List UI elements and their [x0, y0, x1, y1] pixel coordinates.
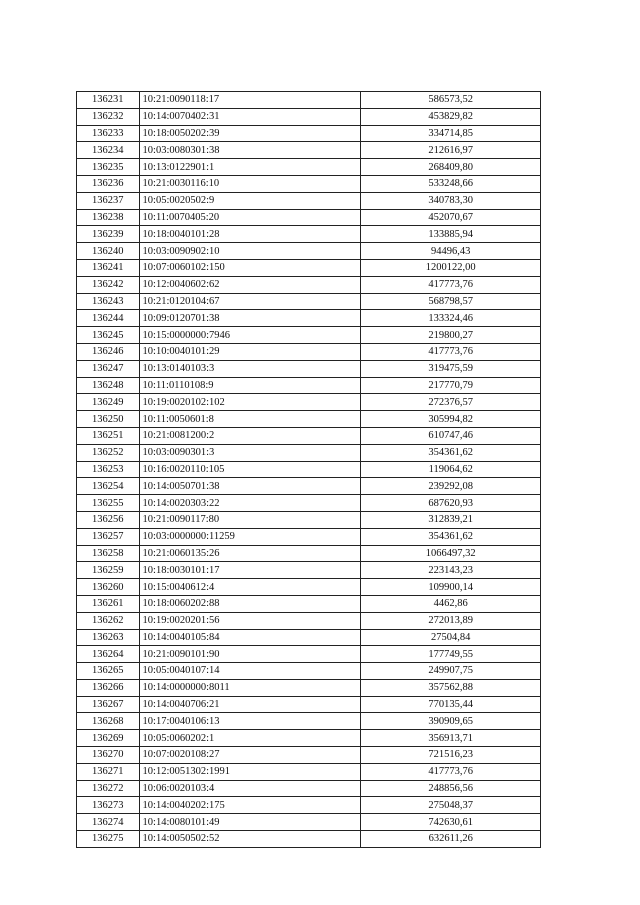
cadastral-code-cell: 10:21:0060135:26 [139, 545, 361, 562]
row-id-cell: 136243 [77, 293, 140, 310]
amount-cell: 4462,86 [361, 595, 541, 612]
cadastral-code-cell: 10:06:0020103:4 [139, 780, 361, 797]
amount-cell: 586573,52 [361, 92, 541, 109]
cadastral-code-cell: 10:18:0060202:88 [139, 595, 361, 612]
row-id-cell: 136258 [77, 545, 140, 562]
row-id-cell: 136264 [77, 646, 140, 663]
cadastral-code-cell: 10:03:0090902:10 [139, 243, 361, 260]
table-row [77, 411, 541, 428]
amount-cell: 354361,62 [361, 444, 541, 461]
row-id-cell: 136262 [77, 612, 140, 629]
table-row [77, 192, 541, 209]
amount-cell: 568798,57 [361, 293, 541, 310]
cadastral-code-cell: 10:05:0040107:14 [139, 663, 361, 680]
cadastral-code-cell: 10:21:0090101:90 [139, 646, 361, 663]
cadastral-code-cell: 10:03:0000000:11259 [139, 528, 361, 545]
row-id-cell: 136256 [77, 511, 140, 528]
amount-cell: 632611,26 [361, 831, 541, 848]
row-id-cell: 136255 [77, 495, 140, 512]
table-row [77, 293, 541, 310]
amount-cell: 268409,80 [361, 159, 541, 176]
row-id-cell: 136248 [77, 377, 140, 394]
data-table [76, 91, 541, 848]
cadastral-code-cell: 10:14:0040202:175 [139, 797, 361, 814]
row-id-cell: 136275 [77, 831, 140, 848]
row-id-cell: 136259 [77, 562, 140, 579]
cadastral-code-cell: 10:21:0081200:2 [139, 427, 361, 444]
table-row [77, 243, 541, 260]
cadastral-code-cell: 10:18:0050202:39 [139, 125, 361, 142]
row-id-cell: 136235 [77, 159, 140, 176]
amount-cell: 417773,76 [361, 763, 541, 780]
cadastral-code-cell: 10:21:0090118:17 [139, 92, 361, 109]
amount-cell: 334714,85 [361, 125, 541, 142]
table-row [77, 814, 541, 831]
amount-cell: 390909,65 [361, 713, 541, 730]
row-id-cell: 136247 [77, 360, 140, 377]
amount-cell: 319475,59 [361, 360, 541, 377]
amount-cell: 109900,14 [361, 579, 541, 596]
amount-cell: 354361,62 [361, 528, 541, 545]
table-row [77, 696, 541, 713]
cadastral-code-cell: 10:14:0050701:38 [139, 478, 361, 495]
cadastral-code-cell: 10:09:0120701:38 [139, 310, 361, 327]
cadastral-code-cell: 10:18:0030101:17 [139, 562, 361, 579]
table-row [77, 679, 541, 696]
amount-cell: 610747,46 [361, 427, 541, 444]
row-id-cell: 136232 [77, 108, 140, 125]
row-id-cell: 136261 [77, 595, 140, 612]
row-id-cell: 136239 [77, 226, 140, 243]
cadastral-code-cell: 10:15:0040612:4 [139, 579, 361, 596]
row-id-cell: 136269 [77, 730, 140, 747]
table-row [77, 831, 541, 848]
row-id-cell: 136234 [77, 142, 140, 159]
cadastral-code-cell: 10:12:0051302:1991 [139, 763, 361, 780]
cadastral-code-cell: 10:14:0080101:49 [139, 814, 361, 831]
table-row [77, 579, 541, 596]
table-row [77, 377, 541, 394]
cadastral-code-cell: 10:05:0060202:1 [139, 730, 361, 747]
cadastral-code-cell: 10:19:0020102:102 [139, 394, 361, 411]
cadastral-code-cell: 10:12:0040602:62 [139, 276, 361, 293]
row-id-cell: 136233 [77, 125, 140, 142]
table-row [77, 612, 541, 629]
row-id-cell: 136267 [77, 696, 140, 713]
table-row [77, 747, 541, 764]
table-row [77, 663, 541, 680]
cadastral-code-cell: 10:21:0030116:10 [139, 175, 361, 192]
table-row [77, 343, 541, 360]
cadastral-code-cell: 10:14:0040706:21 [139, 696, 361, 713]
table-row [77, 562, 541, 579]
table-row [77, 595, 541, 612]
table-row [77, 444, 541, 461]
amount-cell: 177749,55 [361, 646, 541, 663]
row-id-cell: 136250 [77, 411, 140, 428]
amount-cell: 453829,82 [361, 108, 541, 125]
cadastral-code-cell: 10:14:0020303:22 [139, 495, 361, 512]
table-row [77, 528, 541, 545]
table-row [77, 310, 541, 327]
amount-cell: 417773,76 [361, 343, 541, 360]
row-id-cell: 136270 [77, 747, 140, 764]
amount-cell: 133885,94 [361, 226, 541, 243]
row-id-cell: 136254 [77, 478, 140, 495]
row-id-cell: 136274 [77, 814, 140, 831]
cadastral-code-cell: 10:13:0140103:3 [139, 360, 361, 377]
amount-cell: 248856,56 [361, 780, 541, 797]
amount-cell: 305994,82 [361, 411, 541, 428]
table-row [77, 511, 541, 528]
row-id-cell: 136240 [77, 243, 140, 260]
row-id-cell: 136241 [77, 259, 140, 276]
table-body [77, 92, 541, 848]
table-row [77, 545, 541, 562]
table-row [77, 763, 541, 780]
table-row [77, 427, 541, 444]
amount-cell: 533248,66 [361, 175, 541, 192]
row-id-cell: 136266 [77, 679, 140, 696]
cadastral-code-cell: 10:18:0040101:28 [139, 226, 361, 243]
table-row [77, 92, 541, 109]
cadastral-code-cell: 10:19:0020201:56 [139, 612, 361, 629]
row-id-cell: 136260 [77, 579, 140, 596]
table-row [77, 360, 541, 377]
amount-cell: 239292,08 [361, 478, 541, 495]
table-row [77, 209, 541, 226]
amount-cell: 272376,57 [361, 394, 541, 411]
row-id-cell: 136244 [77, 310, 140, 327]
amount-cell: 217770,79 [361, 377, 541, 394]
amount-cell: 417773,76 [361, 276, 541, 293]
table-row [77, 495, 541, 512]
cadastral-code-cell: 10:11:0050601:8 [139, 411, 361, 428]
amount-cell: 340783,30 [361, 192, 541, 209]
table-row [77, 629, 541, 646]
amount-cell: 1200122,00 [361, 259, 541, 276]
row-id-cell: 136249 [77, 394, 140, 411]
amount-cell: 212616,97 [361, 142, 541, 159]
row-id-cell: 136272 [77, 780, 140, 797]
amount-cell: 272013,89 [361, 612, 541, 629]
row-id-cell: 136242 [77, 276, 140, 293]
table-row [77, 327, 541, 344]
cadastral-code-cell: 10:14:0000000:8011 [139, 679, 361, 696]
table-row [77, 713, 541, 730]
amount-cell: 223143,23 [361, 562, 541, 579]
cadastral-code-cell: 10:03:0080301:38 [139, 142, 361, 159]
row-id-cell: 136252 [77, 444, 140, 461]
amount-cell: 687620,93 [361, 495, 541, 512]
cadastral-code-cell: 10:21:0120104:67 [139, 293, 361, 310]
table-row [77, 159, 541, 176]
cadastral-code-cell: 10:15:0000000:7946 [139, 327, 361, 344]
cadastral-code-cell: 10:16:0020110:105 [139, 461, 361, 478]
row-id-cell: 136251 [77, 427, 140, 444]
cadastral-code-cell: 10:13:0122901:1 [139, 159, 361, 176]
table-row [77, 730, 541, 747]
cadastral-code-cell: 10:11:0110108:9 [139, 377, 361, 394]
amount-cell: 27504,84 [361, 629, 541, 646]
table-row [77, 226, 541, 243]
amount-cell: 119064,62 [361, 461, 541, 478]
table-row [77, 797, 541, 814]
table-row [77, 394, 541, 411]
table-row [77, 108, 541, 125]
table-row [77, 125, 541, 142]
row-id-cell: 136236 [77, 175, 140, 192]
row-id-cell: 136271 [77, 763, 140, 780]
amount-cell: 249907,75 [361, 663, 541, 680]
row-id-cell: 136237 [77, 192, 140, 209]
amount-cell: 275048,37 [361, 797, 541, 814]
table-row [77, 461, 541, 478]
cadastral-code-cell: 10:05:0020502:9 [139, 192, 361, 209]
amount-cell: 770135,44 [361, 696, 541, 713]
row-id-cell: 136238 [77, 209, 140, 226]
row-id-cell: 136245 [77, 327, 140, 344]
cadastral-code-cell: 10:11:0070405:20 [139, 209, 361, 226]
table-row [77, 142, 541, 159]
table-row [77, 780, 541, 797]
amount-cell: 356913,71 [361, 730, 541, 747]
cadastral-code-cell: 10:21:0090117:80 [139, 511, 361, 528]
row-id-cell: 136265 [77, 663, 140, 680]
table-row [77, 259, 541, 276]
cadastral-code-cell: 10:14:0040105:84 [139, 629, 361, 646]
row-id-cell: 136253 [77, 461, 140, 478]
cadastral-code-cell: 10:07:0060102:150 [139, 259, 361, 276]
row-id-cell: 136231 [77, 92, 140, 109]
amount-cell: 94496,43 [361, 243, 541, 260]
amount-cell: 133324,46 [361, 310, 541, 327]
table-row [77, 478, 541, 495]
amount-cell: 1066497,32 [361, 545, 541, 562]
cadastral-code-cell: 10:07:0020108:27 [139, 747, 361, 764]
cadastral-code-cell: 10:14:0070402:31 [139, 108, 361, 125]
table-row [77, 646, 541, 663]
row-id-cell: 136268 [77, 713, 140, 730]
row-id-cell: 136273 [77, 797, 140, 814]
cadastral-code-cell: 10:17:0040106:13 [139, 713, 361, 730]
row-id-cell: 136257 [77, 528, 140, 545]
row-id-cell: 136246 [77, 343, 140, 360]
amount-cell: 219800,27 [361, 327, 541, 344]
amount-cell: 742630,61 [361, 814, 541, 831]
table-row [77, 175, 541, 192]
row-id-cell: 136263 [77, 629, 140, 646]
cadastral-code-cell: 10:10:0040101:29 [139, 343, 361, 360]
amount-cell: 312839,21 [361, 511, 541, 528]
amount-cell: 721516,23 [361, 747, 541, 764]
table-row [77, 276, 541, 293]
amount-cell: 357562,88 [361, 679, 541, 696]
cadastral-code-cell: 10:14:0050502:52 [139, 831, 361, 848]
cadastral-code-cell: 10:03:0090301:3 [139, 444, 361, 461]
amount-cell: 452070,67 [361, 209, 541, 226]
